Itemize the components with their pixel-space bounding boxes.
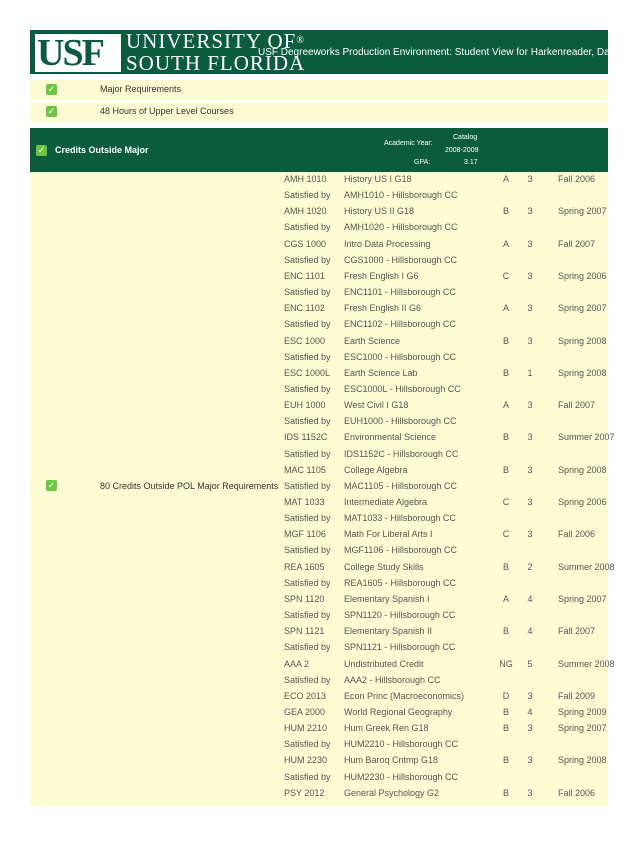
course-row <box>30 430 615 446</box>
course-grade: A <box>502 238 509 249</box>
course-code: AMH 1020 <box>284 206 327 217</box>
catalog-label: Catalog <box>453 134 478 141</box>
course-row <box>30 301 608 317</box>
course-credits: 3 <box>527 690 533 701</box>
course-grade: NG <box>499 658 513 669</box>
course-credits: 3 <box>527 787 533 798</box>
course-title: Fresh English II G6 <box>344 303 422 314</box>
course-grade: B <box>502 561 509 572</box>
course-row <box>30 463 608 479</box>
course-title: HUM2210 - Hillsborough CC <box>344 739 459 750</box>
subrequirement-label: 80 Credits Outside POL Major Requirements <box>100 481 279 491</box>
course-code: Satisfied by <box>284 480 331 491</box>
course-credits: 3 <box>527 432 533 443</box>
course-code: MAT 1033 <box>284 497 325 507</box>
academic-year-value: 2008-2009 <box>445 147 479 154</box>
course-credits: 3 <box>527 529 533 540</box>
usf-logo <box>34 33 122 73</box>
course-title: College Study Skills <box>344 561 424 572</box>
course-code: IDS 1152C <box>284 432 328 443</box>
course-title: West Civil I G18 <box>344 400 409 411</box>
checkmark-icon: ✓ <box>47 480 56 490</box>
course-term: Spring 2007 <box>558 723 607 734</box>
course-code: Satisfied by <box>284 771 331 782</box>
course-term: Summer 2008 <box>558 658 615 669</box>
course-title: Elementary Spanish I <box>344 593 430 604</box>
course-row <box>30 204 608 220</box>
satisfied-by-row <box>30 770 608 786</box>
course-grade: B <box>502 367 509 378</box>
course-grade: B <box>502 706 509 717</box>
satisfied-by-row <box>30 414 608 430</box>
course-term: Summer 2007 <box>558 432 615 443</box>
course-term: Spring 2008 <box>558 464 607 475</box>
course-code: MAC 1105 <box>284 464 326 475</box>
course-title: Intermediate Algebra <box>344 497 428 507</box>
course-credits: 3 <box>527 723 533 734</box>
course-title: College Algebra <box>344 464 408 475</box>
course-credits: 2 <box>527 561 533 572</box>
course-credits: 4 <box>527 706 533 717</box>
course-term: Spring 2007 <box>558 206 607 217</box>
course-term: Spring 2007 <box>558 303 607 314</box>
course-row <box>30 721 608 737</box>
course-credits: 4 <box>527 626 533 637</box>
gpa-label: GPA: <box>414 159 431 166</box>
satisfied-by-row <box>30 285 608 301</box>
course-title: Econ Princ (Macroeconomics) <box>344 690 465 701</box>
course-code: AMH 1010 <box>284 174 327 184</box>
course-title: EUH1000 - Hillsborough CC <box>344 416 457 427</box>
course-credits: 3 <box>527 400 533 411</box>
site-header <box>30 29 633 75</box>
course-credits: 1 <box>527 367 533 378</box>
course-term: Spring 2008 <box>558 335 607 346</box>
checkmark-icon: ✓ <box>37 145 46 155</box>
course-code: SPN 1121 <box>284 626 325 637</box>
course-title: ENC1101 - Hillsborough CC <box>344 287 456 298</box>
course-code: Satisfied by <box>284 513 331 524</box>
course-grade: A <box>502 400 509 411</box>
course-row <box>30 366 608 382</box>
course-grade: B <box>502 755 509 766</box>
course-row <box>30 527 608 543</box>
course-title: CGS1000 - Hillsborough CC <box>344 254 458 265</box>
course-row <box>30 237 608 253</box>
course-title: History US II G18 <box>344 206 415 217</box>
satisfied-by-row <box>30 608 608 624</box>
course-row <box>30 269 608 285</box>
course-code: HUM 2230 <box>284 755 328 766</box>
course-title: IDS1152C - Hillsborough CC <box>344 448 459 459</box>
course-title: ESC1000L - Hillsborough CC <box>344 383 461 394</box>
course-code: Satisfied by <box>284 222 331 233</box>
course-code: Satisfied by <box>284 319 331 330</box>
course-title: Hum Greek Ren G18 <box>344 723 429 734</box>
course-title: Hum Baroq Cntmp G18 <box>344 755 439 766</box>
course-title: AAA2 - Hillsborough CC <box>344 674 441 685</box>
course-credits: 3 <box>527 303 533 314</box>
satisfied-by-row <box>30 253 608 269</box>
course-grade: C <box>502 270 510 281</box>
course-grade: A <box>502 174 509 184</box>
course-code: Satisfied by <box>284 190 331 201</box>
course-credits: 3 <box>527 335 533 346</box>
course-credits: 3 <box>527 755 533 766</box>
satisfied-by-row <box>30 576 608 592</box>
course-credits: 5 <box>527 658 533 669</box>
course-code: REA 1605 <box>284 561 325 572</box>
course-title: ESC1000 - Hillsborough CC <box>344 351 457 362</box>
course-credits: 3 <box>527 464 533 475</box>
course-grade: B <box>502 335 509 346</box>
course-term: Spring 2007 <box>558 593 607 604</box>
logo-wordmark-line1: UNIVERSITY OF® <box>126 29 305 53</box>
course-title: History US I G18 <box>344 174 412 184</box>
course-code: Satisfied by <box>284 545 331 556</box>
course-title: Math For Liberal Arts I <box>344 529 433 540</box>
course-term: Spring 2008 <box>558 755 607 766</box>
course-title: Environmental Science <box>344 432 437 443</box>
course-code: HUM 2210 <box>284 723 328 734</box>
course-code: ESC 1000L <box>284 367 331 378</box>
course-code: Satisfied by <box>284 383 331 394</box>
course-list <box>30 172 615 806</box>
course-code: CGS 1000 <box>284 238 327 249</box>
course-row <box>30 398 608 414</box>
course-title: Undistributed Credit <box>344 658 424 669</box>
course-code: Satisfied by <box>284 448 331 459</box>
requirement-row <box>30 80 608 100</box>
course-title: Intro Data Processing <box>344 238 431 249</box>
requirement-label: 48 Hours of Upper Level Courses <box>100 106 234 116</box>
course-credits: 3 <box>527 497 533 507</box>
page-title: USF Degreeworks Production Environment: Student View for Harkenreader, Danielle <box>258 47 633 58</box>
checkmark-icon: ✓ <box>47 84 56 94</box>
course-row <box>30 334 608 350</box>
course-code: GEA 2000 <box>284 706 326 717</box>
course-code: Satisfied by <box>284 610 331 621</box>
course-term: Fall 2006 <box>558 174 596 184</box>
course-term: Fall 2006 <box>558 529 596 540</box>
satisfied-by-row <box>30 543 608 559</box>
satisfied-by-row <box>30 447 608 463</box>
course-row <box>30 495 608 511</box>
course-term: Fall 2007 <box>558 238 596 249</box>
requirement-label: Major Requirements <box>100 84 182 94</box>
course-row <box>30 689 608 705</box>
course-code: Satisfied by <box>284 577 331 588</box>
course-code: Satisfied by <box>284 287 331 298</box>
course-grade: B <box>502 464 509 475</box>
course-term: Spring 2006 <box>558 270 607 281</box>
course-code: Satisfied by <box>284 416 331 427</box>
course-row <box>30 592 608 608</box>
satisfied-by-row <box>30 220 608 236</box>
course-grade: B <box>502 206 509 217</box>
checkmark-icon: ✓ <box>47 106 56 116</box>
course-grade: A <box>502 303 509 314</box>
course-credits: 3 <box>527 174 533 184</box>
course-title: Earth Science <box>344 335 401 346</box>
course-term: Spring 2006 <box>558 497 607 507</box>
course-title: HUM2230 - Hillsborough CC <box>344 771 459 782</box>
course-term: Spring 2008 <box>558 367 607 378</box>
satisfied-by-row <box>30 382 608 398</box>
course-code: EUH 1000 <box>284 400 326 411</box>
logo-wordmark-line2: SOUTH FLORIDA <box>126 51 306 75</box>
course-row <box>30 624 608 640</box>
course-title: MAC1105 - Hillsborough CC <box>344 480 457 491</box>
course-term: Fall 2007 <box>558 400 596 411</box>
course-row <box>30 786 608 802</box>
satisfied-by-row <box>30 673 608 689</box>
course-credits: 3 <box>527 238 533 249</box>
requirement-row <box>30 102 608 122</box>
course-code: Satisfied by <box>284 351 331 362</box>
satisfied-by-row <box>30 511 608 527</box>
course-term: Fall 2006 <box>558 787 596 798</box>
course-title: Fresh English I G6 <box>344 270 419 281</box>
course-grade: A <box>502 593 509 604</box>
course-title: General Psychology G2 <box>344 787 440 798</box>
course-grade: C <box>502 497 510 507</box>
course-grade: B <box>502 723 509 734</box>
course-row <box>30 560 615 576</box>
academic-year-label: Academic Year: <box>384 140 433 147</box>
course-code: ENC 1102 <box>284 303 325 314</box>
course-title: AMH1020 - Hillsborough CC <box>344 222 458 233</box>
satisfied-by-row <box>30 188 608 204</box>
course-code: Satisfied by <box>284 254 331 265</box>
logo-abbrev: USF <box>37 32 103 74</box>
course-title: AMH1010 - Hillsborough CC <box>344 190 458 201</box>
satisfied-by-row <box>30 479 608 495</box>
course-term: Spring 2009 <box>558 706 607 717</box>
course-title: MAT1033 - Hillsborough CC <box>344 513 456 524</box>
course-credits: 4 <box>527 593 533 604</box>
course-code: ECO 2013 <box>284 690 327 701</box>
course-row <box>30 172 608 188</box>
course-term: Summer 2008 <box>558 561 615 572</box>
course-row <box>30 753 608 769</box>
course-title: Earth Science Lab <box>344 367 418 378</box>
category-header <box>30 128 608 172</box>
course-code: PSY 2012 <box>284 787 325 798</box>
course-title: MGF1106 - Hillsborough CC <box>344 545 457 556</box>
course-code: MGF 1106 <box>284 529 326 540</box>
course-title: World Regional Geography <box>344 706 453 717</box>
course-grade: B <box>502 787 509 798</box>
course-code: SPN 1120 <box>284 593 325 604</box>
course-title: REA1605 - Hillsborough CC <box>344 577 457 588</box>
course-code: Satisfied by <box>284 739 331 750</box>
satisfied-by-row <box>30 317 608 333</box>
course-code: Satisfied by <box>284 642 331 653</box>
course-grade: D <box>502 690 510 701</box>
course-row <box>30 657 615 673</box>
course-title: SPN1120 - Hillsborough CC <box>344 610 456 621</box>
course-row <box>30 705 608 721</box>
course-grade: B <box>502 432 509 443</box>
course-term: Fall 2009 <box>558 690 596 701</box>
course-code: AAA 2 <box>284 658 310 669</box>
satisfied-by-row <box>30 350 608 366</box>
course-title: SPN1121 - Hillsborough CC <box>344 642 456 653</box>
course-credits: 3 <box>527 206 533 217</box>
course-grade: B <box>502 626 509 637</box>
category-title: Credits Outside Major <box>55 145 149 155</box>
course-title: Elementary Spanish II <box>344 626 433 637</box>
course-code: Satisfied by <box>284 674 331 685</box>
satisfied-by-row <box>30 737 608 753</box>
course-title: ENC1102 - Hillsborough CC <box>344 319 456 330</box>
course-code: ENC 1101 <box>284 270 325 281</box>
course-code: ESC 1000 <box>284 335 326 346</box>
satisfied-by-row <box>30 640 608 656</box>
course-credits: 3 <box>527 270 533 281</box>
course-term: Fall 2007 <box>558 626 596 637</box>
gpa-value: 3.17 <box>464 159 478 166</box>
course-grade: C <box>502 529 510 540</box>
